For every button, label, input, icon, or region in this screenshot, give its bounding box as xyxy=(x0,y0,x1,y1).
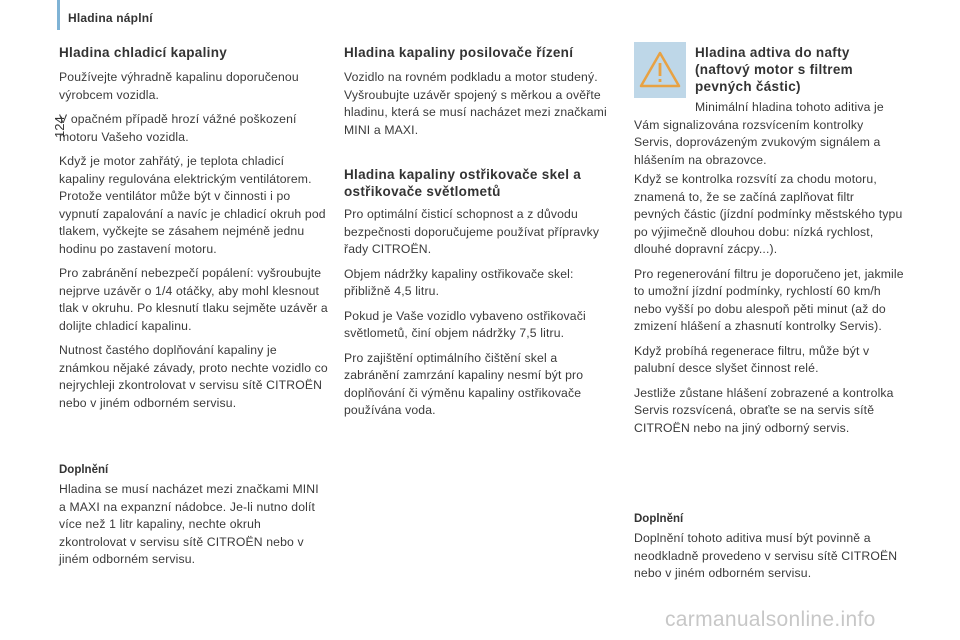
coolant-paragraph: Nutnost častého doplňování kapaliny je známkou nějaké závady, proto nechte vozidlo co nejrychleji zkontrolovat v servisu sítě CITROËN nebo v jiném odborném servisu. xyxy=(59,343,328,410)
washer-paragraph: Objem nádržky kapaliny ostřikovače skel: přibližně 4,5 litru. xyxy=(344,266,574,298)
additive-paragraph: Minimální hladina tohoto aditiva je Vám signalizována rozsvícením kontrolky Servis, doprovázeným zvukovým signálem a hlášením na obrazovce. xyxy=(634,100,884,167)
coolant-body xyxy=(59,69,329,419)
washer-fluid-body xyxy=(344,206,614,427)
additive-refill-title: Doplnění xyxy=(634,513,684,525)
power-steering-title: Hladina kapaliny posilovače řízení xyxy=(344,45,574,60)
additive-paragraph: Jestliže zůstane hlášení zobrazené a kontrolka Servis rozsvícená, obraťte se na servis sítě CITROËN nebo na jiný odborný servis. xyxy=(634,385,894,435)
additive-paragraph: Když se kontrolka rozsvítí za chodu motoru, znamená to, že se začíná zaplňovat filtr pevných částic (jízdní podmínky městského typu po výjimečně dlouhou dobu: nízká rychlost, dlouhé dopravní zácpy...). xyxy=(634,172,903,256)
warning-box xyxy=(634,42,686,98)
washer-fluid-title: Hladina kapaliny ostřikovače skel a ostřikovače světlometů xyxy=(344,167,582,199)
power-steering-text: Vozidlo na rovném podkladu a motor studený. Vyšroubujte uzávěr spojený s měrkou a ověřte hladinu, která se musí nacházet mezi značkami MINI a MAXI. xyxy=(344,70,607,137)
washer-paragraph: Pokud je Vaše vozidlo vybaveno ostřikovači světlometů, činí objem nádržky 7,5 litru. xyxy=(344,308,586,340)
additive-refill-text: Doplnění tohoto aditiva musí být povinně a neodkladně provedeno v servisu sítě CITROËN nebo v jiném odborném servisu. xyxy=(634,531,898,580)
watermark: carmanualsonline.info xyxy=(665,608,876,631)
page-number: 124 xyxy=(52,116,67,138)
washer-paragraph: Pro optimální čisticí schopnost a z důvodu bezpečnosti doporučujeme používat přípravky řady CITROËN. xyxy=(344,207,600,256)
coolant-paragraph: Používejte výhradně kapalinu doporučenou výrobcem vozidla. xyxy=(59,70,299,102)
coolant-paragraph: Když je motor zahřátý, je teplota chladicí kapaliny regulována elektrickým ventilátorem. Protože ventilátor může být v činnosti i po vypnutí zapalování a navíc je chladicí okruh pod tlakem, vyčkejte se zásahem nejméně jednu hodinu po zastavení motoru. xyxy=(59,154,326,256)
additive-paragraph: Pro regenerování filtru je doporučeno jet, jakmile to umožní jízdní podmínky, rychlostí 60 km/h nebo vyšší po dobu alespoň pěti minut (až do zmizení hlášení a zhasnutí kontrolky Servis). xyxy=(634,266,904,333)
page-number-container xyxy=(22,80,67,138)
additive-refill-block xyxy=(634,513,904,590)
coolant-paragraph: V opačném případě hrozí vážné poškození motoru Vašeho vozidla. xyxy=(59,112,297,144)
additive-paragraph: Když probíhá regenerace filtru, může být v palubní desce slyšet činnost relé. xyxy=(634,343,870,375)
power-steering-body xyxy=(344,69,614,146)
warning-triangle-icon xyxy=(638,50,682,90)
coolant-paragraph: Pro zabránění nebezpečí popálení: vyšroubujte nejprve uzávěr o 1/4 otáčky, aby mohl klesnout tlak v okruhu. Po klesnutí tlaku sejměte uzávěr a dolijte chladicí kapalinu. xyxy=(59,266,328,333)
additive-body xyxy=(634,171,904,444)
coolant-refill-title: Doplnění xyxy=(59,464,109,476)
additive-intro xyxy=(634,99,904,176)
coolant-refill-block xyxy=(59,464,329,576)
section-label: Hladina náplní xyxy=(68,11,153,25)
coolant-refill-text: Hladina se musí nacházet mezi značkami MINI a MAXI na expanzní nádobce. Je-li nutno dolít více než 1 litr kapaliny, nechte okruh zkontrolovat v servisu sítě CITROËN nebo v jiném odborném servisu. xyxy=(59,482,319,566)
coolant-title: Hladina chladicí kapaliny xyxy=(59,45,228,60)
washer-paragraph: Pro zajištění optimálního čištění skel a zabránění zamrzání kapaliny nesmí být pro doplňování či výměnu kapaliny ostřikovače používána voda. xyxy=(344,350,584,417)
additive-title: Hladina adtiva do nafty (naftový motor s filtrem pevných částic) xyxy=(695,45,853,94)
header-accent-bar xyxy=(57,0,60,30)
